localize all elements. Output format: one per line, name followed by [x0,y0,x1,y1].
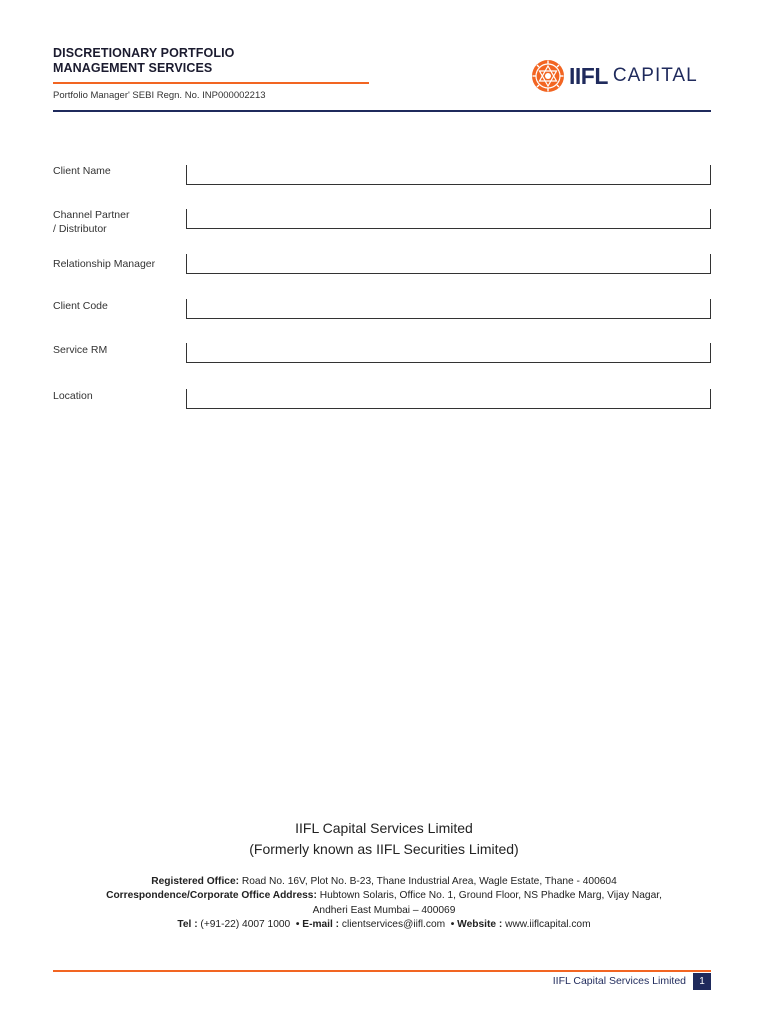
title-line-1: DISCRETIONARY PORTFOLIO [53,46,235,60]
relationship-manager-label: Relationship Manager [53,258,156,270]
corporate-office-line2: Andheri East Mumbai – 400069 [312,905,456,916]
client-code-label: Client Code [53,300,108,312]
location-field[interactable] [186,389,711,409]
iifl-capital-logo [531,59,698,93]
website-value: www.iiflcapital.com [502,919,591,930]
title-line-2: MANAGEMENT SERVICES [53,61,213,75]
website-label: • Website : [450,919,503,930]
corporate-office-text: Hubtown Solaris, Office No. 1, Ground Floor, NS Phadke Marg, Vijay Nagar, [316,890,662,901]
header-divider [53,110,711,112]
sebi-registration: Portfolio Manager' SEBI Regn. No. INP000002213 [53,90,266,101]
page-number-badge: 1 [693,973,711,990]
channel-partner-label-line1: Channel Partner [53,209,130,221]
client-name-label: Client Name [53,165,111,177]
client-name-field[interactable] [186,165,711,185]
client-code-field[interactable] [186,299,711,319]
corporate-office-label: Correspondence/Corporate Office Address: [106,890,317,901]
tel-value: (+91-22) 4007 1000 [197,919,291,930]
orange-divider [53,82,369,84]
email-label: • E-mail : [295,919,340,930]
document-title [53,46,373,76]
contact-line [0,918,768,933]
footer-divider [53,970,711,972]
service-rm-label: Service RM [53,344,108,356]
registered-office [0,875,768,890]
email-value: clientservices@iifl.com [339,919,446,930]
page-footer-company: IIFL Capital Services Limited [552,975,686,987]
location-label: Location [53,390,93,402]
service-rm-field[interactable] [186,343,711,363]
tel-label: Tel : [177,919,198,930]
registered-office-label: Registered Office: [151,876,239,887]
corporate-office [0,889,768,904]
channel-partner-label [53,208,178,236]
company-formerly: (Formerly known as IIFL Securities Limited) [249,841,519,857]
registered-office-text: Road No. 16V, Plot No. B-23, Thane Industrial Area, Wagle Estate, Thane - 400604 [239,876,617,887]
company-name: IIFL Capital Services Limited [295,820,473,836]
channel-partner-field[interactable] [186,209,711,229]
relationship-manager-field[interactable] [186,254,711,274]
iifl-emblem-icon [531,59,565,93]
logo-capital-text: CAPITAL [612,65,698,86]
logo-iifl-text: IIFL [569,62,608,89]
channel-partner-label-line2: / Distributor [53,223,107,235]
